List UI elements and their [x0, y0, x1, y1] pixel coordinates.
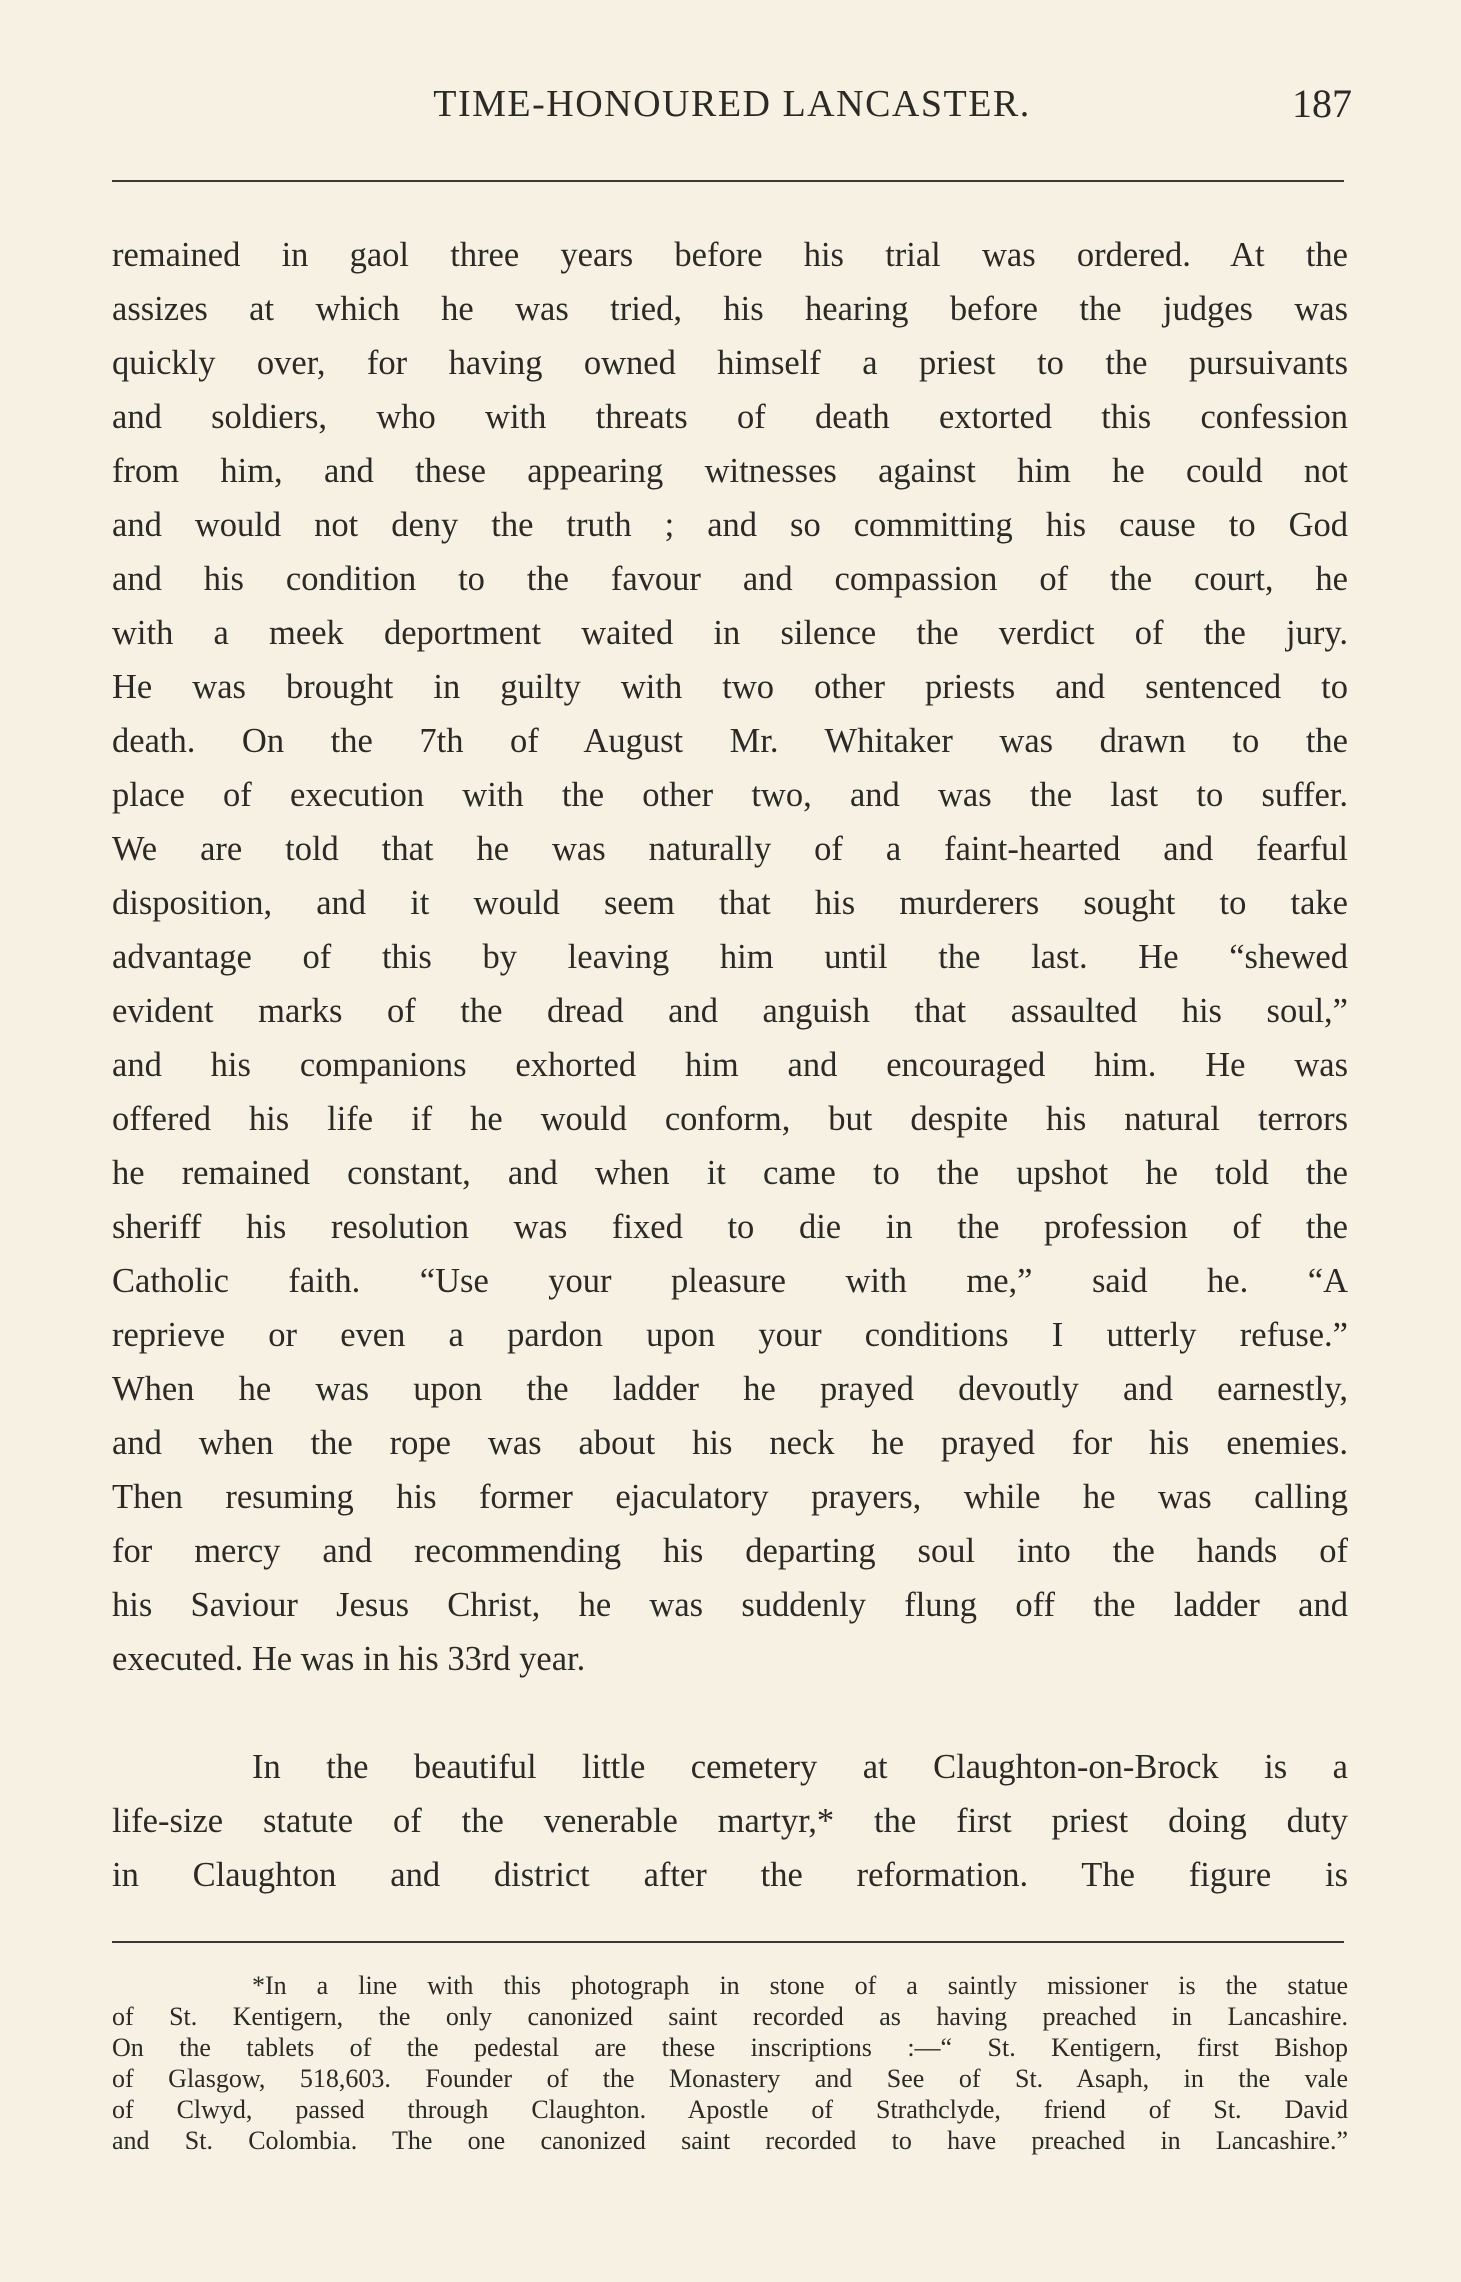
- body-line: We are told that he was naturally of a faint-hearted and fearful: [112, 830, 1348, 868]
- body-line: advantage of this by leaving him until the last. He “shewed: [112, 938, 1348, 976]
- footnote-line: and St. Colombia. The one canonized saint recorded to have preached in Lancashire.”: [112, 2126, 1348, 2155]
- body-line: and his companions exhorted him and encouraged him. He was: [112, 1046, 1348, 1084]
- body-line: life-size statute of the venerable martyr,* the first priest doing duty: [112, 1802, 1348, 1840]
- footnote-line: of St. Kentigern, the only canonized saint recorded as having preached in Lancashire.: [112, 2002, 1348, 2031]
- body-line: executed. He was in his 33rd year.: [112, 1640, 586, 1678]
- body-line: He was brought in guilty with two other priests and sentenced to: [112, 668, 1348, 706]
- header-rule: [112, 180, 1344, 182]
- footnote-line: *In a line with this photograph in stone of a saintly missioner is the statue: [252, 1971, 1348, 2000]
- body-line: quickly over, for having owned himself a priest to the pursuivants: [112, 344, 1348, 382]
- body-line: and soldiers, who with threats of death extorted this confession: [112, 398, 1348, 436]
- body-line: When he was upon the ladder he prayed devoutly and earnestly,: [112, 1370, 1348, 1408]
- body-line: In the beautiful little cemetery at Claughton-on-Brock is a: [252, 1748, 1348, 1786]
- body-line: and would not deny the truth ; and so committing his cause to God: [112, 506, 1348, 544]
- body-line: reprieve or even a pardon upon your conditions I utterly refuse.”: [112, 1316, 1348, 1354]
- body-line: Then resuming his former ejaculatory prayers, while he was calling: [112, 1478, 1348, 1516]
- body-line: sheriff his resolution was fixed to die in the profession of the: [112, 1208, 1348, 1246]
- body-line: disposition, and it would seem that his murderers sought to take: [112, 884, 1348, 922]
- body-line: Catholic faith. “Use your pleasure with me,” said he. “A: [112, 1262, 1348, 1300]
- running-title: TIME-HONOURED LANCASTER.: [433, 83, 1031, 125]
- body-text: [112, 228, 1348, 1902]
- paragraph-gap: [112, 1686, 1348, 1740]
- footnote-line: of Clwyd, passed through Claughton. Apostle of Strathclyde, friend of St. David: [112, 2095, 1348, 2124]
- body-line: death. On the 7th of August Mr. Whitaker was drawn to the: [112, 722, 1348, 760]
- body-line: remained in gaol three years before his trial was ordered. At the: [112, 236, 1348, 274]
- body-line: with a meek deportment waited in silence the verdict of the jury.: [112, 614, 1348, 652]
- running-head: [112, 74, 1352, 134]
- body-line: his Saviour Jesus Christ, he was suddenly flung off the ladder and: [112, 1586, 1348, 1624]
- footnote-line: On the tablets of the pedestal are these inscriptions :—“ St. Kentigern, first Bishop: [112, 2033, 1348, 2062]
- body-line: and when the rope was about his neck he prayed for his enemies.: [112, 1424, 1348, 1462]
- body-line: from him, and these appearing witnesses against him he could not: [112, 452, 1348, 490]
- footnote: [112, 1970, 1348, 2156]
- body-line: for mercy and recommending his departing soul into the hands of: [112, 1532, 1348, 1570]
- page-number: 187: [1292, 81, 1352, 126]
- body-line: evident marks of the dread and anguish that assaulted his soul,”: [112, 992, 1348, 1030]
- body-line: place of execution with the other two, and was the last to suffer.: [112, 776, 1348, 814]
- body-line: and his condition to the favour and compassion of the court, he: [112, 560, 1348, 598]
- body-line: he remained constant, and when it came to the upshot he told the: [112, 1154, 1348, 1192]
- footnote-rule: [112, 1941, 1344, 1943]
- footnote-line: of Glasgow, 518,603. Founder of the Monastery and See of St. Asaph, in the vale: [112, 2064, 1348, 2093]
- body-line: in Claughton and district after the reformation. The figure is: [112, 1856, 1348, 1894]
- body-line: assizes at which he was tried, his hearing before the judges was: [112, 290, 1348, 328]
- body-line: offered his life if he would conform, but despite his natural terrors: [112, 1100, 1348, 1138]
